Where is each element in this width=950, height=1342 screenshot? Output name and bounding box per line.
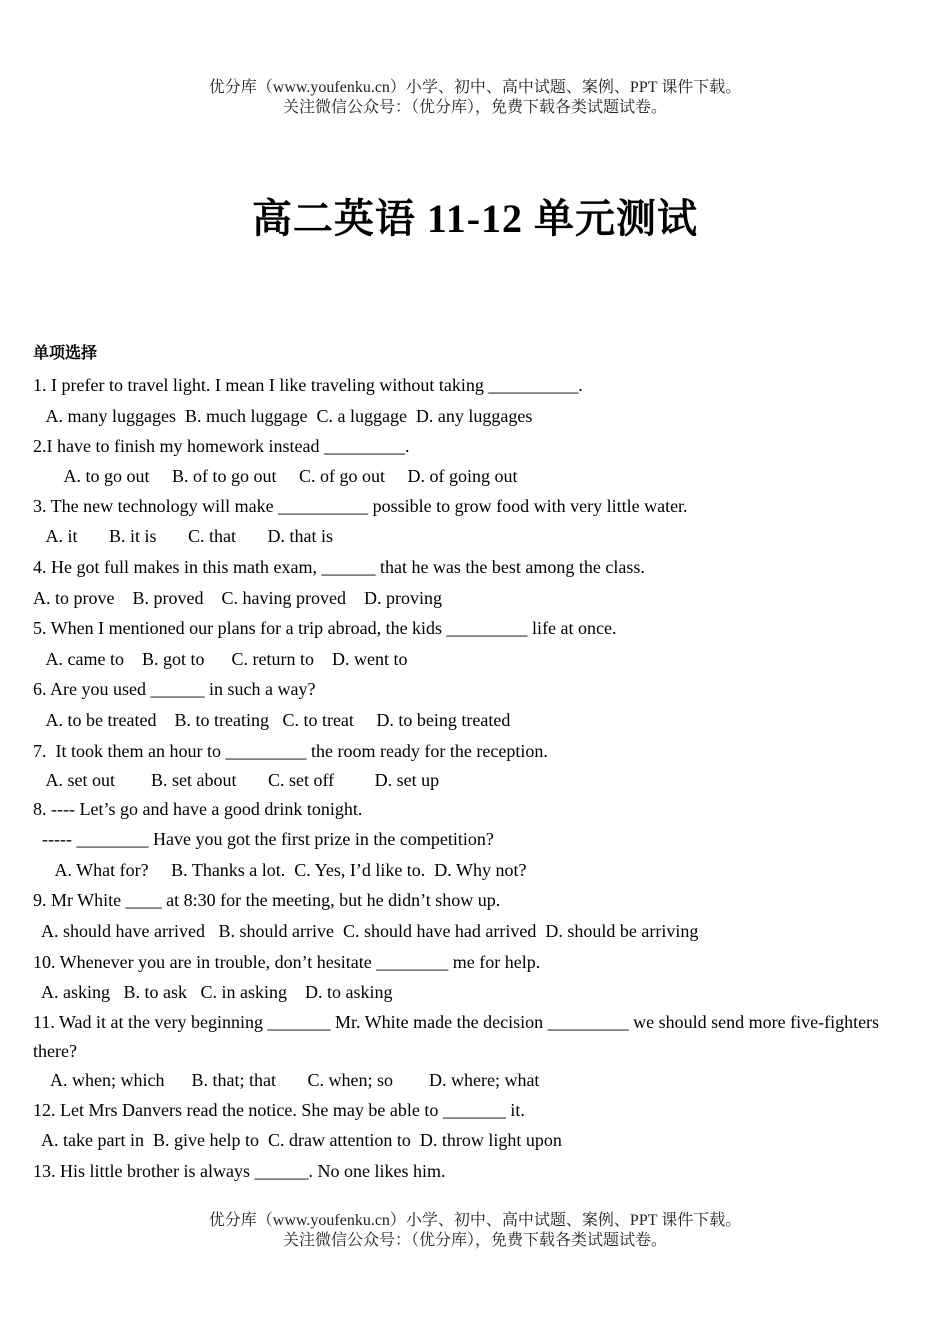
question-7-options: A. set out B. set about C. set off D. set up bbox=[33, 770, 440, 791]
header-line-1: 优分库（www.youfenku.cn）小学、初中、高中试题、案例、PPT 课件下载。 bbox=[208, 79, 742, 96]
question-8-response: ----- ________ Have you got the first prize in the competition? bbox=[33, 829, 494, 850]
header-line-2: 关注微信公众号：（优分库），免费下载各类试题试卷。 bbox=[282, 99, 667, 116]
question-5: 5. When I mentioned our plans for a trip abroad, the kids _________ life at once. bbox=[33, 618, 617, 639]
question-6: 6. Are you used ______ in such a way? bbox=[33, 679, 316, 700]
page-footer bbox=[0, 1211, 950, 1251]
question-13: 13. His little brother is always ______. No one likes him. bbox=[33, 1160, 446, 1181]
question-11-options: A. when; which B. that; that C. when; so D. where; what bbox=[33, 1069, 540, 1090]
footer-line-2: 关注微信公众号：（优分库），免费下载各类试题试卷。 bbox=[282, 1232, 667, 1249]
page-title: 高二英语 11-12 单元测试 bbox=[251, 196, 699, 241]
question-2: 2.I have to finish my homework instead _________. bbox=[33, 436, 410, 457]
question-9: 9. Mr White ____ at 8:30 for the meeting, but he didn’t show up. bbox=[33, 890, 501, 911]
question-12-options: A. take part in B. give help to C. draw attention to D. throw light upon bbox=[33, 1130, 562, 1151]
section-heading: 单项选择 bbox=[33, 343, 98, 362]
footer-line-1: 优分库（www.youfenku.cn）小学、初中、高中试题、案例、PPT 课件下载。 bbox=[208, 1212, 742, 1229]
question-4: 4. He got full makes in this math exam, ______ that he was the best among the class. bbox=[33, 556, 645, 577]
question-list bbox=[33, 370, 913, 1186]
question-3: 3. The new technology will make __________ possible to grow food with very little water. bbox=[33, 495, 688, 516]
question-6-options: A. to be treated B. to treating C. to treat D. to being treated bbox=[33, 709, 511, 730]
question-2-options: A. to go out B. of to go out C. of go out D. of going out bbox=[33, 465, 518, 486]
question-3-options: A. it B. it is C. that D. that is bbox=[33, 526, 334, 547]
question-8: 8. ---- Let’s go and have a good drink tonight. bbox=[33, 799, 363, 820]
question-4-options: A. to prove B. proved C. having proved D. proving bbox=[33, 587, 442, 608]
question-10: 10. Whenever you are in trouble, don’t hesitate ________ me for help. bbox=[33, 951, 541, 972]
question-8-options: A. What for? B. Thanks a lot. C. Yes, I’d like to. D. Why not? bbox=[33, 859, 527, 880]
question-12: 12. Let Mrs Danvers read the notice. She may be able to _______ it. bbox=[33, 1099, 525, 1120]
question-1-options: A. many luggages B. much luggage C. a luggage D. any luggages bbox=[33, 405, 533, 426]
page-header bbox=[0, 78, 950, 118]
question-5-options: A. came to B. got to C. return to D. went to bbox=[33, 648, 408, 669]
question-1: 1. I prefer to travel light. I mean I like traveling without taking __________. bbox=[33, 375, 583, 395]
question-11: 11. Wad it at the very beginning _______ Mr. White made the decision _________ we should send more five-fighters there? bbox=[33, 1011, 880, 1061]
question-7: 7. It took them an hour to _________ the room ready for the reception. bbox=[33, 740, 548, 761]
question-10-options: A. asking B. to ask C. in asking D. to asking bbox=[33, 982, 393, 1003]
question-9-options: A. should have arrived B. should arrive C. should have had arrived D. should be arriving bbox=[33, 920, 699, 941]
